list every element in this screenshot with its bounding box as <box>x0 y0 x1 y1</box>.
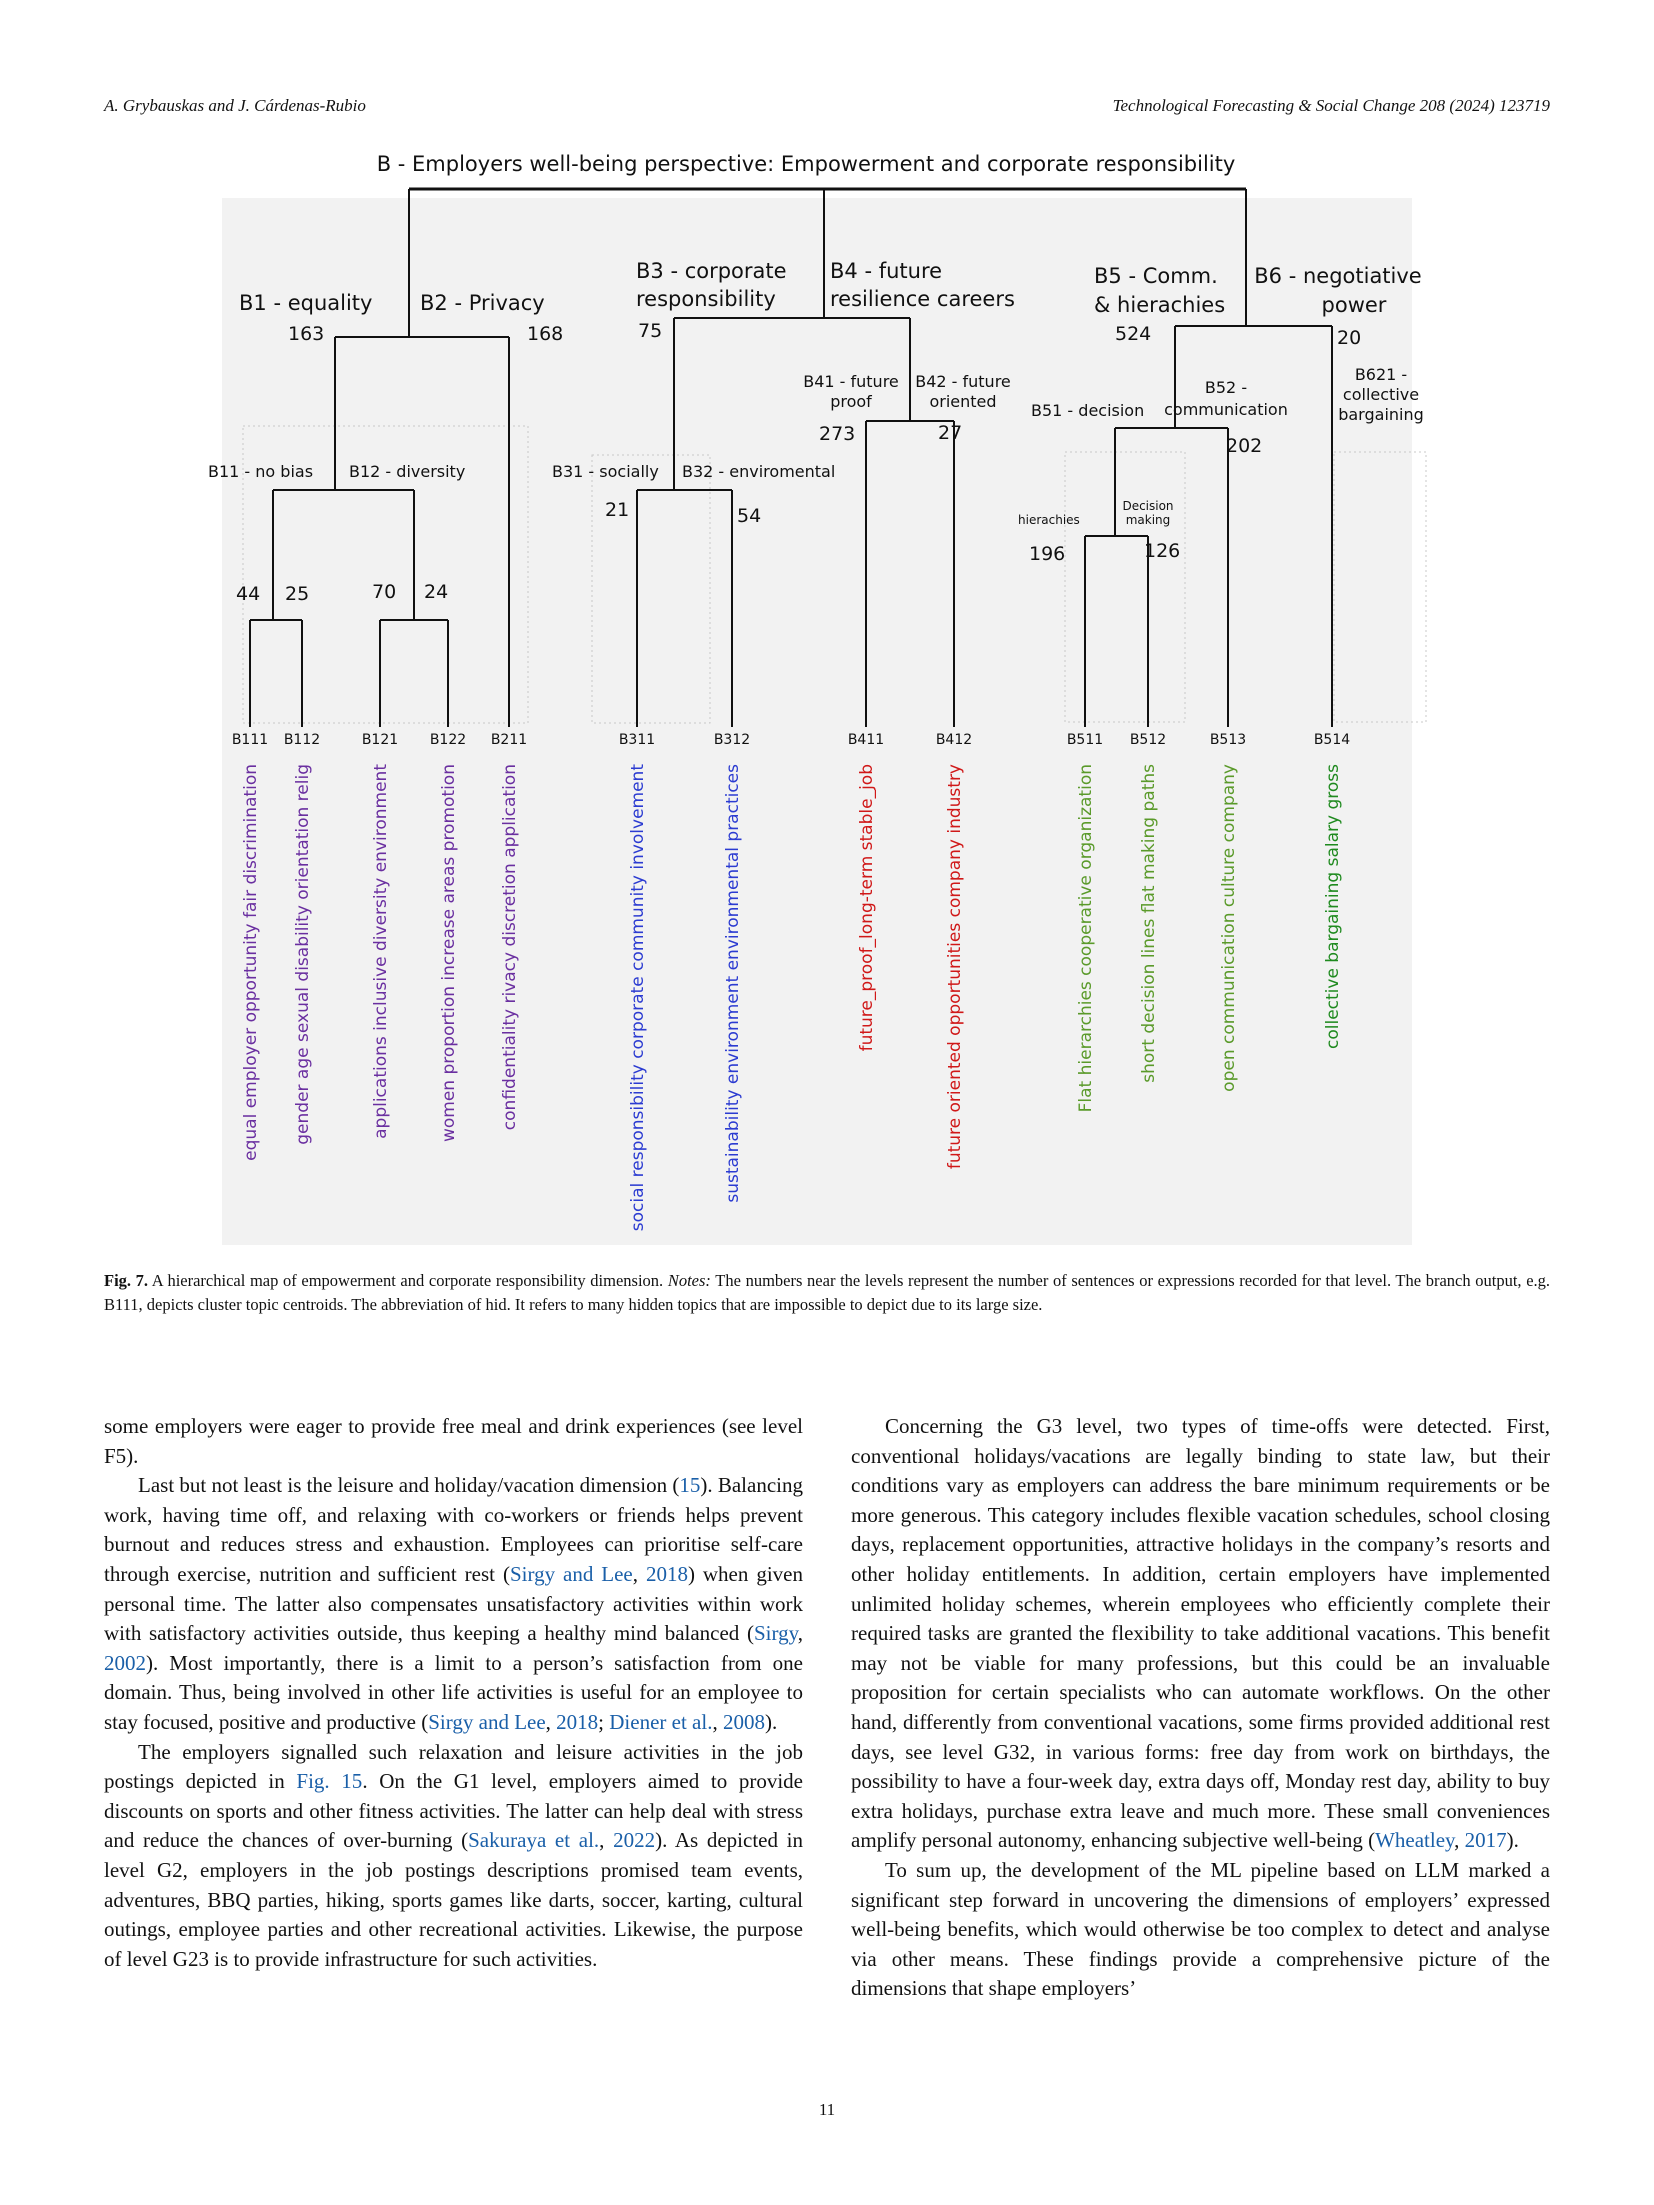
count-b122: 24 <box>424 581 449 603</box>
leaf-topic-text: future_proof_long-term stable_job <box>857 764 877 1052</box>
text-run: ). Balancing work, having time off, and relaxing with co-workers or friends helps prevent burnout and reduces stress and exhaustion. Employees can prioritise self-care through exercise, nutrition and sufficient rest ( <box>104 1473 803 1586</box>
node-b621-line2: collective <box>1342 385 1420 404</box>
leaf-id: B311 <box>618 732 656 748</box>
count-b42: 27 <box>938 422 963 444</box>
reference-link[interactable]: Wheatley <box>1375 1828 1455 1853</box>
reference-link[interactable]: 15 <box>679 1473 701 1498</box>
reference-link[interactable]: 2017 <box>1464 1828 1507 1853</box>
count-b31: 21 <box>605 499 630 521</box>
leaf-id: B411 <box>847 732 885 748</box>
node-b6-line1: B6 - negotiative <box>1254 264 1422 288</box>
leaf-topic-text: collective bargaining salary gross <box>1323 764 1343 1049</box>
leaf-topic-text: women proportion increase areas promotion <box>439 764 459 1143</box>
node-b6-line2: power <box>1321 293 1387 317</box>
node-b42-line1: B42 - future <box>915 372 1011 391</box>
node-b52-line1: B52 - <box>1204 378 1248 397</box>
text-run: , <box>712 1709 723 1734</box>
node-b41-line2: proof <box>830 392 872 411</box>
figure-title: B - Employers well-being perspective: Empowerment and corporate responsibility <box>376 152 1236 176</box>
reference-link[interactable]: Sirgy <box>753 1621 798 1646</box>
node-b52-line2: communication <box>1164 400 1288 419</box>
count-b121: 70 <box>372 581 397 603</box>
leaf-topic-text: gender age sexual disability orientation relig <box>293 764 313 1145</box>
paragraph: To sum up, the development of the ML pipeline based on LLM marked a significant step forward in uncovering the dimensions of employers’ expressed well-being benefits, which would otherwise be too complex to detect and analyse via other means. These findings provide a comprehensive picture of the dimensions that shape employers’ <box>851 1857 1550 2001</box>
dendrogram-svg <box>208 150 1424 1245</box>
body-column-left <box>104 1412 803 1974</box>
text-run: , <box>545 1709 557 1734</box>
leaf-id: B211 <box>490 732 528 748</box>
text-run: ). As depicted in level G2, employers in the job postings descriptions promised team events, adventures, BBQ parties, hiking, sports games like darts, soccer, karting, cultural outings, employee parties and other recreational activities. Likewise, the purpose of level G23 is to provide infrastructure for such activities. <box>104 1828 803 1971</box>
node-hierachies: hierachies <box>1018 513 1080 527</box>
leaf-id: B112 <box>283 732 321 748</box>
node-b31: B31 - socially <box>552 462 659 481</box>
text-run: , <box>599 1828 614 1853</box>
running-header-authors: A. Grybauskas and J. Cárdenas-Rubio <box>104 96 366 115</box>
text-run: ). <box>764 1709 778 1734</box>
paragraph: some employers were eager to provide free meal and drink experiences (see level F5). <box>104 1414 803 1468</box>
figure-dendrogram <box>208 150 1424 1245</box>
leaf-topic-text: Flat hierarchies cooperative organization <box>1076 764 1096 1113</box>
running-header-journal: Technological Forecasting & Social Change 208 (2024) 123719 <box>1112 96 1550 115</box>
node-b2: B2 - Privacy <box>420 291 545 315</box>
text-run: ) when given personal time. The latter also compensates unsatisfactory activities within work with satisfactory activities outside, thus keeping a healthy mind balanced ( <box>104 1561 803 1646</box>
count-b112: 25 <box>285 583 310 605</box>
leaf-topic-text: applications inclusive diversity environment <box>371 764 391 1139</box>
leaf-topic-text: social responsibility corporate community involvement <box>628 764 648 1232</box>
count-b32: 54 <box>737 505 762 527</box>
reference-link[interactable]: 2018 <box>556 1709 599 1734</box>
node-b3-line2: responsibility <box>636 287 776 311</box>
node-b4-line2: resilience careers <box>830 287 1015 311</box>
node-b4-line1: B4 - future <box>830 259 943 283</box>
text-run: Last but not least is the leisure and holiday/vacation dimension ( <box>138 1473 680 1498</box>
paragraph <box>104 1738 803 1975</box>
node-b5-line1: B5 - Comm. <box>1094 264 1218 288</box>
node-b12: B12 - diversity <box>349 462 466 481</box>
node-b11: B11 - no bias <box>208 462 314 481</box>
count-b3: 75 <box>638 320 663 342</box>
reference-link[interactable]: Diener et al. <box>609 1709 713 1734</box>
leaf-topic-text: short decision lines flat making paths <box>1139 764 1159 1083</box>
count-b41: 273 <box>819 423 856 445</box>
node-b5-line2: & hierachies <box>1094 293 1226 317</box>
reference-link[interactable]: 2008 <box>722 1709 765 1734</box>
leaf-id: B512 <box>1129 732 1167 748</box>
count-b52: 202 <box>1226 435 1263 457</box>
reference-link[interactable]: Sakuraya et al. <box>468 1828 600 1853</box>
caption-notes: The numbers near the levels represent the number of sentences or expressions recorded for that level. The branch output, e.g. B111, depicts cluster topic centroids. The abbreviation of hid. It refers to many hidden topics that are impossible to depict due to its large size. <box>104 1271 1551 1314</box>
leaf-id: B412 <box>935 732 973 748</box>
node-decision-line2: making <box>1125 513 1171 527</box>
body-column-right <box>851 1412 1550 2004</box>
leaf-id: B121 <box>361 732 399 748</box>
caption-label: Fig. 7. <box>104 1271 149 1290</box>
node-b32: B32 - enviromental <box>682 462 836 481</box>
reference-link[interactable]: 2022 <box>613 1828 656 1853</box>
leaf-topic-text: open communication culture company <box>1219 764 1239 1092</box>
count-b6: 20 <box>1337 327 1362 349</box>
node-b51: B51 - decision <box>1031 401 1145 420</box>
text-run: , <box>1454 1828 1465 1853</box>
page-number: 11 <box>818 2100 836 2119</box>
count-b2: 168 <box>527 323 564 345</box>
count-decision-making: 126 <box>1144 540 1181 562</box>
count-b111: 44 <box>236 583 261 605</box>
reference-link[interactable]: 2018 <box>645 1561 688 1586</box>
leaf-topic-text: equal employer opportunity fair discrimination <box>241 764 261 1161</box>
text-run: , <box>632 1561 646 1586</box>
leaf-id: B312 <box>713 732 751 748</box>
reference-link[interactable]: Sirgy and Lee <box>428 1709 546 1734</box>
count-hierachies: 196 <box>1029 543 1066 565</box>
node-b3-line1: B3 - corporate <box>636 259 787 283</box>
text-run: , <box>797 1621 803 1646</box>
node-b41-line1: B41 - future <box>803 372 899 391</box>
node-b621-line1: B621 - <box>1354 365 1408 384</box>
reference-link[interactable]: 2002 <box>104 1650 146 1675</box>
text-run: ; <box>598 1709 610 1734</box>
paragraph <box>851 1412 1550 1856</box>
leaf-id: B514 <box>1313 732 1351 748</box>
leaf-id: B511 <box>1066 732 1104 748</box>
figure-caption <box>104 1269 1550 1317</box>
text-run: ). <box>1506 1828 1519 1853</box>
caption-notes-label: Notes: <box>667 1271 711 1290</box>
leaf-topic-text: sustainability environment environmental practices <box>723 764 743 1203</box>
text-run: Concerning the G3 level, two types of time-offs were detected. First, conventional holidays/vacations are legally binding to state law, but their conditions vary as employers can address the bare minimum requirements or be more generous. This category includes flexible vacation schedules, school closing days, replacement opportunities, attractive holidays in the company’s resorts and other holiday entitlements. In addition, certain employers have implemented unlimited holiday schemes, wherein employees who efficiently complete their required tasks are granted the flexibility to take additional vacations. This benefit may not be viable for many professions, but this could be an invaluable proposition for certain specialists who can automate workflows. On the other hand, differently from conventional vacations, some firms provided additional rest days, see level G32, in various forms: free day from work on birthdays, the possibility to have a four-week day, extra days off, Monday rest day, ability to buy extra holidays, purchase extra leave and much more. These small conveniences amplify personal autonomy, enhancing subjective well-being ( <box>851 1414 1550 1853</box>
leaf-topic-text: confidentiality rivacy discretion application <box>500 764 520 1131</box>
count-b5: 524 <box>1115 323 1152 345</box>
reference-link[interactable]: Sirgy and Lee <box>509 1561 633 1586</box>
caption-text: A hierarchical map of empowerment and corporate responsibility dimension. <box>151 1271 664 1290</box>
leaf-id: B111 <box>231 732 269 748</box>
leaf-topic-text: future oriented opportunities company industry <box>945 764 965 1170</box>
text-run: The employers signalled such relaxation and leisure activities in the job postings depicted in <box>104 1739 803 1794</box>
node-b621-line3: bargaining <box>1338 405 1424 424</box>
text-run: ). Most importantly, there is a limit to a person’s satisfaction from one domain. Thus, being involved in other life activities is useful for an employee to stay focused, positive and productive ( <box>104 1650 803 1734</box>
leaf-id: B513 <box>1209 732 1247 748</box>
node-b42-line2: oriented <box>929 392 997 411</box>
text-run: . On the G1 level, employers aimed to provide discounts on sports and other fitness activities. The latter can help deal with stress and reduce the chances of over-burning ( <box>104 1769 803 1853</box>
leaf-id: B122 <box>429 732 467 748</box>
node-b1: B1 - equality <box>239 291 373 315</box>
node-decision-line1: Decision <box>1122 499 1174 513</box>
figure-link[interactable]: Fig. 15 <box>296 1769 363 1794</box>
paragraph <box>104 1471 803 1737</box>
count-b1: 163 <box>288 323 325 345</box>
